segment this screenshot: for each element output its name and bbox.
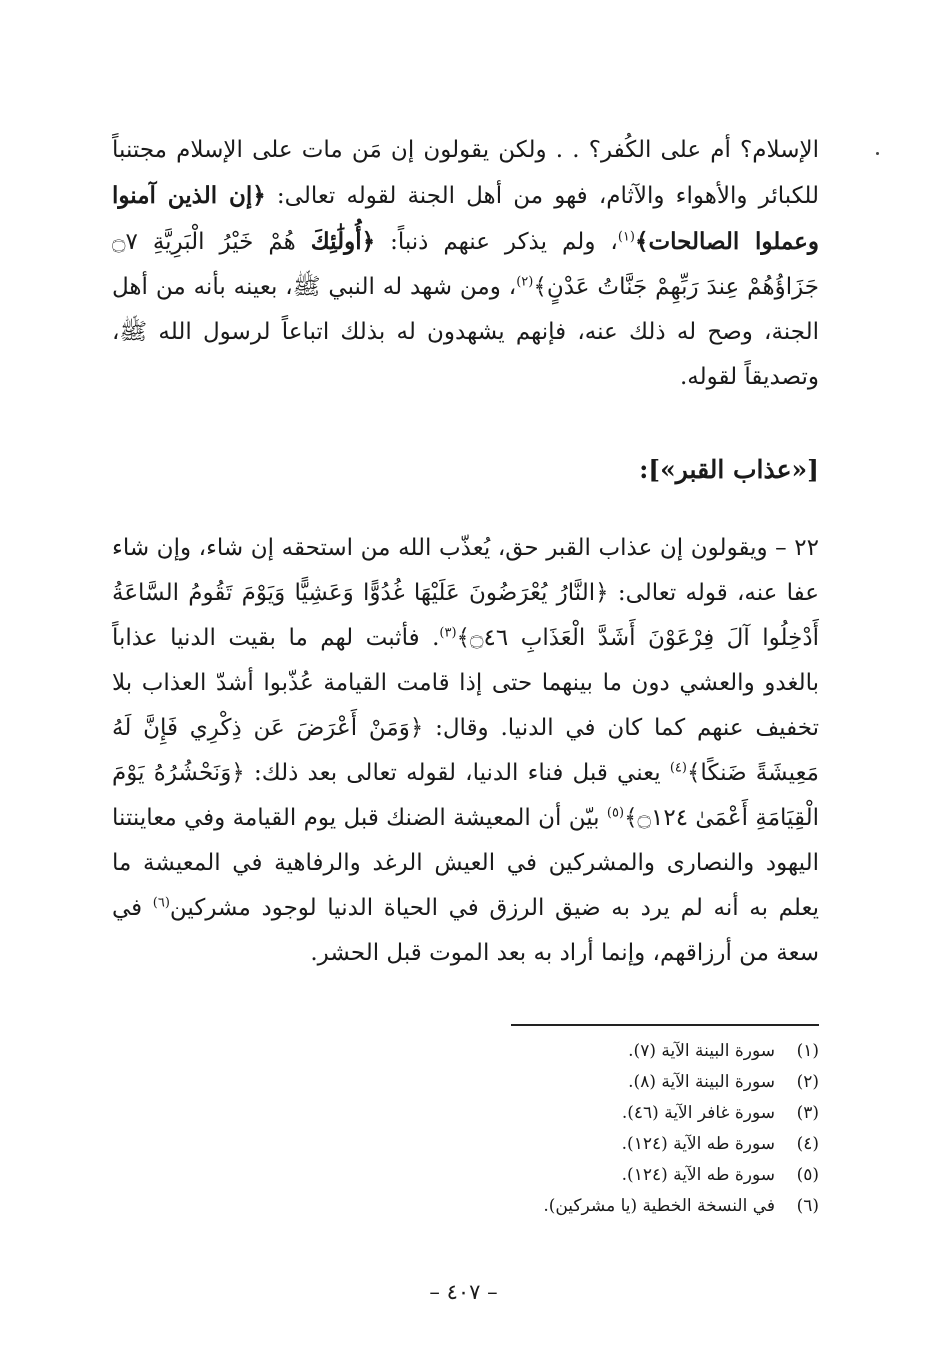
paragraph-1-text-c: ، ومن شهد له النبي ﷺ، بعينه بأنه من أهل الجنة، وصح له ذلك عنه، فإنهم يشهدون له بذلك اتباعاً لرسول الله ﷺ، وتصديقاً لقوله. [112, 274, 819, 390]
quran-quote-5: ﴿وَنَحْشُرُهُ يَوْمَ الْقِيَامَةِ أَعْمَىٰ ۝١٢٤﴾ [112, 760, 819, 831]
paragraph-22-text-c: يعني قبل فناء الدنيا، لقوله تعالى بعد ذلك: [244, 760, 670, 786]
footnote-number: (٦) [796, 1196, 819, 1216]
footnote-ref-5: (٥) [606, 805, 625, 821]
footnote-ref-3: (٣) [439, 625, 457, 641]
footnote-text: سورة غافر الآية (٤٦). [621, 1103, 775, 1123]
footnote-item [399, 1067, 819, 1098]
footnote-text: سورة البينة الآية (٧). [628, 1041, 775, 1061]
paragraph-1-text-a: الإسلام؟ أم على الكُفر؟ . . ولكن يقولون إن مَن مات على الإسلام مجتنباً للكبائر والأهواء والآثام، فهو من أهل الجنة لقوله تعالى: [112, 137, 819, 209]
margin-dot [876, 152, 879, 155]
footnote-text: في النسخة الخطية (يا مشركين). [543, 1196, 775, 1216]
footnote-text: سورة طه الآية (١٢٤). [621, 1134, 775, 1154]
item-number: ٢٢ – [767, 535, 819, 561]
page-number: – ٤٠٧ – [429, 1280, 498, 1304]
quran-quote-4: ﴿وَمَنْ أَعْرَضَ عَن ذِكْرِي فَإِنَّ لَهُ مَعِيشَةً ضَنكًا﴾ [112, 715, 819, 786]
paragraph-22-text-d: بيّن أن المعيشة الضنك قبل يوم القيامة وفي معاينتنا اليهود والنصارى والمشركين في العيش الرغد والرفاهية في المعيشة ما يعلم به أنه لم يرد به ضيق الرزق في الحياة الدنيا لوجود مشركين [112, 805, 819, 921]
footnote-ref-6: (٦) [152, 895, 170, 911]
footnote-number: (٢) [796, 1072, 819, 1092]
paragraph-22 [112, 526, 819, 976]
quran-quote-3: ﴿النَّارُ يُعْرَضُونَ عَلَيْهَا غُدُوًّا وَعَشِيًّا وَيَوْمَ تَقُومُ السَّاعَةُ أَدْخِلُوا آلَ فِرْعَوْنَ أَشَدَّ الْعَذَابِ ۝٤٦﴾ [112, 580, 820, 651]
footnote-number: (٤) [796, 1134, 819, 1154]
footnote-text: سورة طه الآية (١٢٤). [621, 1165, 775, 1185]
paragraph-22-text-e: في سعة من أرزاقهم، وإنما أراد به بعد الموت قبل الحشر. [112, 895, 819, 966]
footnote-number: (١) [796, 1041, 819, 1061]
footnote-item [399, 1160, 819, 1191]
quran-quote-1: ﴿إن الذين آمنوا وعملوا الصالحات﴾ [112, 182, 819, 255]
footnotes-list [399, 1036, 819, 1222]
footnote-item [399, 1098, 819, 1129]
footnote-item [399, 1036, 819, 1067]
paragraph-1-text-b: ، ولم يذكر عنهم ذنباً: [375, 229, 618, 255]
footnote-text: سورة البينة الآية (٨). [628, 1072, 775, 1092]
paragraph-22-text-b: . فأثبت لهم ما بقيت الدنيا عذاباً بالغدو والعشي دون ما بينهما حتى إذا قامت القيامة عُذّبوا أشدّ العذاب بلا تخفيف عنهم كما كان في الدنيا. وقال: [112, 625, 819, 741]
footnote-item [399, 1191, 819, 1222]
footnote-number: (٥) [796, 1165, 819, 1185]
footnote-ref-4: (٤) [669, 760, 687, 776]
footnote-ref-2: (٢) [516, 274, 534, 290]
quran-quote-2-start: ﴿أُولَٰئِكَ [310, 228, 376, 255]
paragraph-1 [112, 128, 819, 400]
footnote-ref-1: (١) [617, 229, 635, 245]
footnote-divider [511, 1024, 819, 1026]
footnote-item [399, 1129, 819, 1160]
section-heading: [«عذاب القبر»]: [639, 455, 819, 484]
paragraph-22-text-a: ويقولون إن عذاب القبر حق، يُعذّب الله من استحقه إن شاء، وإن شاء عفا عنه، قوله تعالى: [112, 535, 819, 606]
quran-quote-2: هُمْ خَيْرُ الْبَرِيَّةِ ۝٧ جَزَاؤُهُمْ عِندَ رَبِّهِمْ جَنَّاتُ عَدْنٍ﴾ [112, 229, 819, 300]
footnote-number: (٣) [796, 1103, 819, 1123]
